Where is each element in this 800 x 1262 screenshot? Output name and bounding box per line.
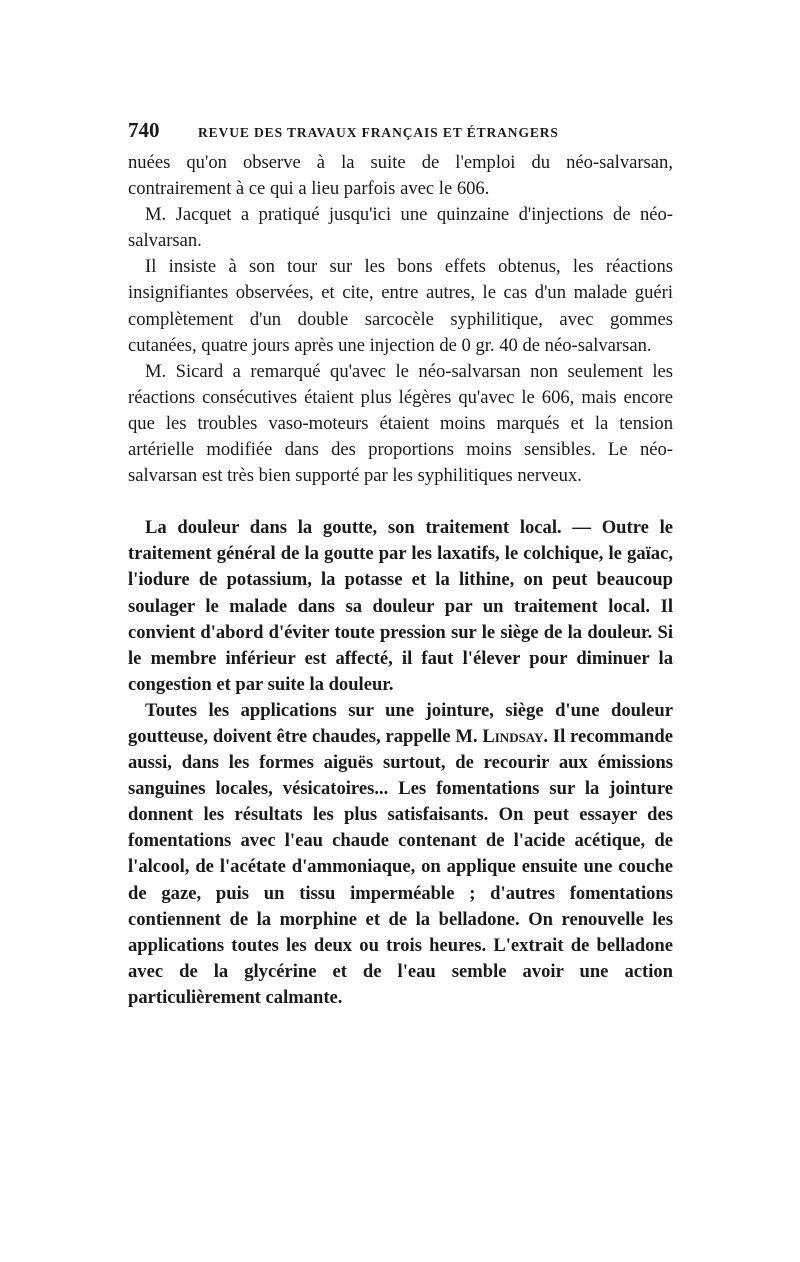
paragraph-sicard: M. Sicard a remarqué qu'avec le néo-salvarsan non seulement les réactions consécutives étaient plus légères qu'avec le 606, mais encore que les troubles vaso-moteurs étaient moins marqués et la tension artérielle modifiée dans des proportions moins sensibles. Le néo-salvarsan est très bien supporté par les syphilitiques nerveux. xyxy=(128,360,673,487)
paragraph-continuation: nuées qu'on observe à la suite de l'emploi du néo-salvarsan, contrairement à ce qui a lieu parfois avec le 606. xyxy=(128,152,673,200)
author-name: Lindsay xyxy=(482,725,544,747)
section-heading: La douleur dans la goutte, son traitement local. xyxy=(145,517,562,539)
paragraph-goutte-text: — Outre le traitement général de la goutte par les laxatifs, le colchique, le gaïac, l'iodure de potassium, la potasse et la lithine, on peut beaucoup soulager le malade dans sa douleur par un traitement local. Il convient d'abord d'éviter toute pression sur le siège de la douleur. Si le membre inférieur est affecté, il faut l'élever pour diminuer la congestion et par suite la douleur. xyxy=(128,517,674,695)
page xyxy=(128,118,673,1011)
paragraph-jacquet: M. Jacquet a pratiqué jusqu'ici une quinzaine d'injections de néo-salvarsan. xyxy=(128,204,673,252)
paragraph-applications xyxy=(128,698,673,1011)
paragraph-applications-start: Toutes les applications sur une jointure, siège d'une douleur goutteuse, doivent être chaudes, rappelle M. xyxy=(128,699,673,747)
section-spacer xyxy=(128,489,673,515)
running-head xyxy=(128,118,673,150)
paragraph-insiste: Il insiste à son tour sur les bons effets obtenus, les réactions insignifiantes observées, et cite, entre autres, le cas d'un malade guéri complètement d'un double sarcocèle syphilitique, avec gommes cutanées, quatre jours après une injection de 0 gr. 40 de néo-salvarsan. xyxy=(128,256,673,356)
paragraph-applications-rest: . Il recommande aussi, dans les formes aiguës surtout, de recourir aux émissions sanguines locales, vésicatoires... Les fomentations sur la jointure donnent les résultats les plus satisfaisants. On peut essayer des fomentations avec l'eau chaude contenant de l'acide acétique, de l'alcool, de l'acétate d'ammoniaque, on applique ensuite une couche de gaze, puis un tissu imperméable ; d'autres fomentations contiennent de la morphine et de la belladone. On renouvelle les applications toutes les deux ou trois heures. L'extrait de belladone avec de la glycérine et de l'eau semble avoir une action particulièrement calmante. xyxy=(128,725,673,1008)
paragraph-goutte xyxy=(128,515,673,698)
running-title: REVUE DES TRAVAUX FRANÇAIS ET ÉTRANGERS xyxy=(198,125,559,140)
page-number: 740 xyxy=(128,118,160,142)
